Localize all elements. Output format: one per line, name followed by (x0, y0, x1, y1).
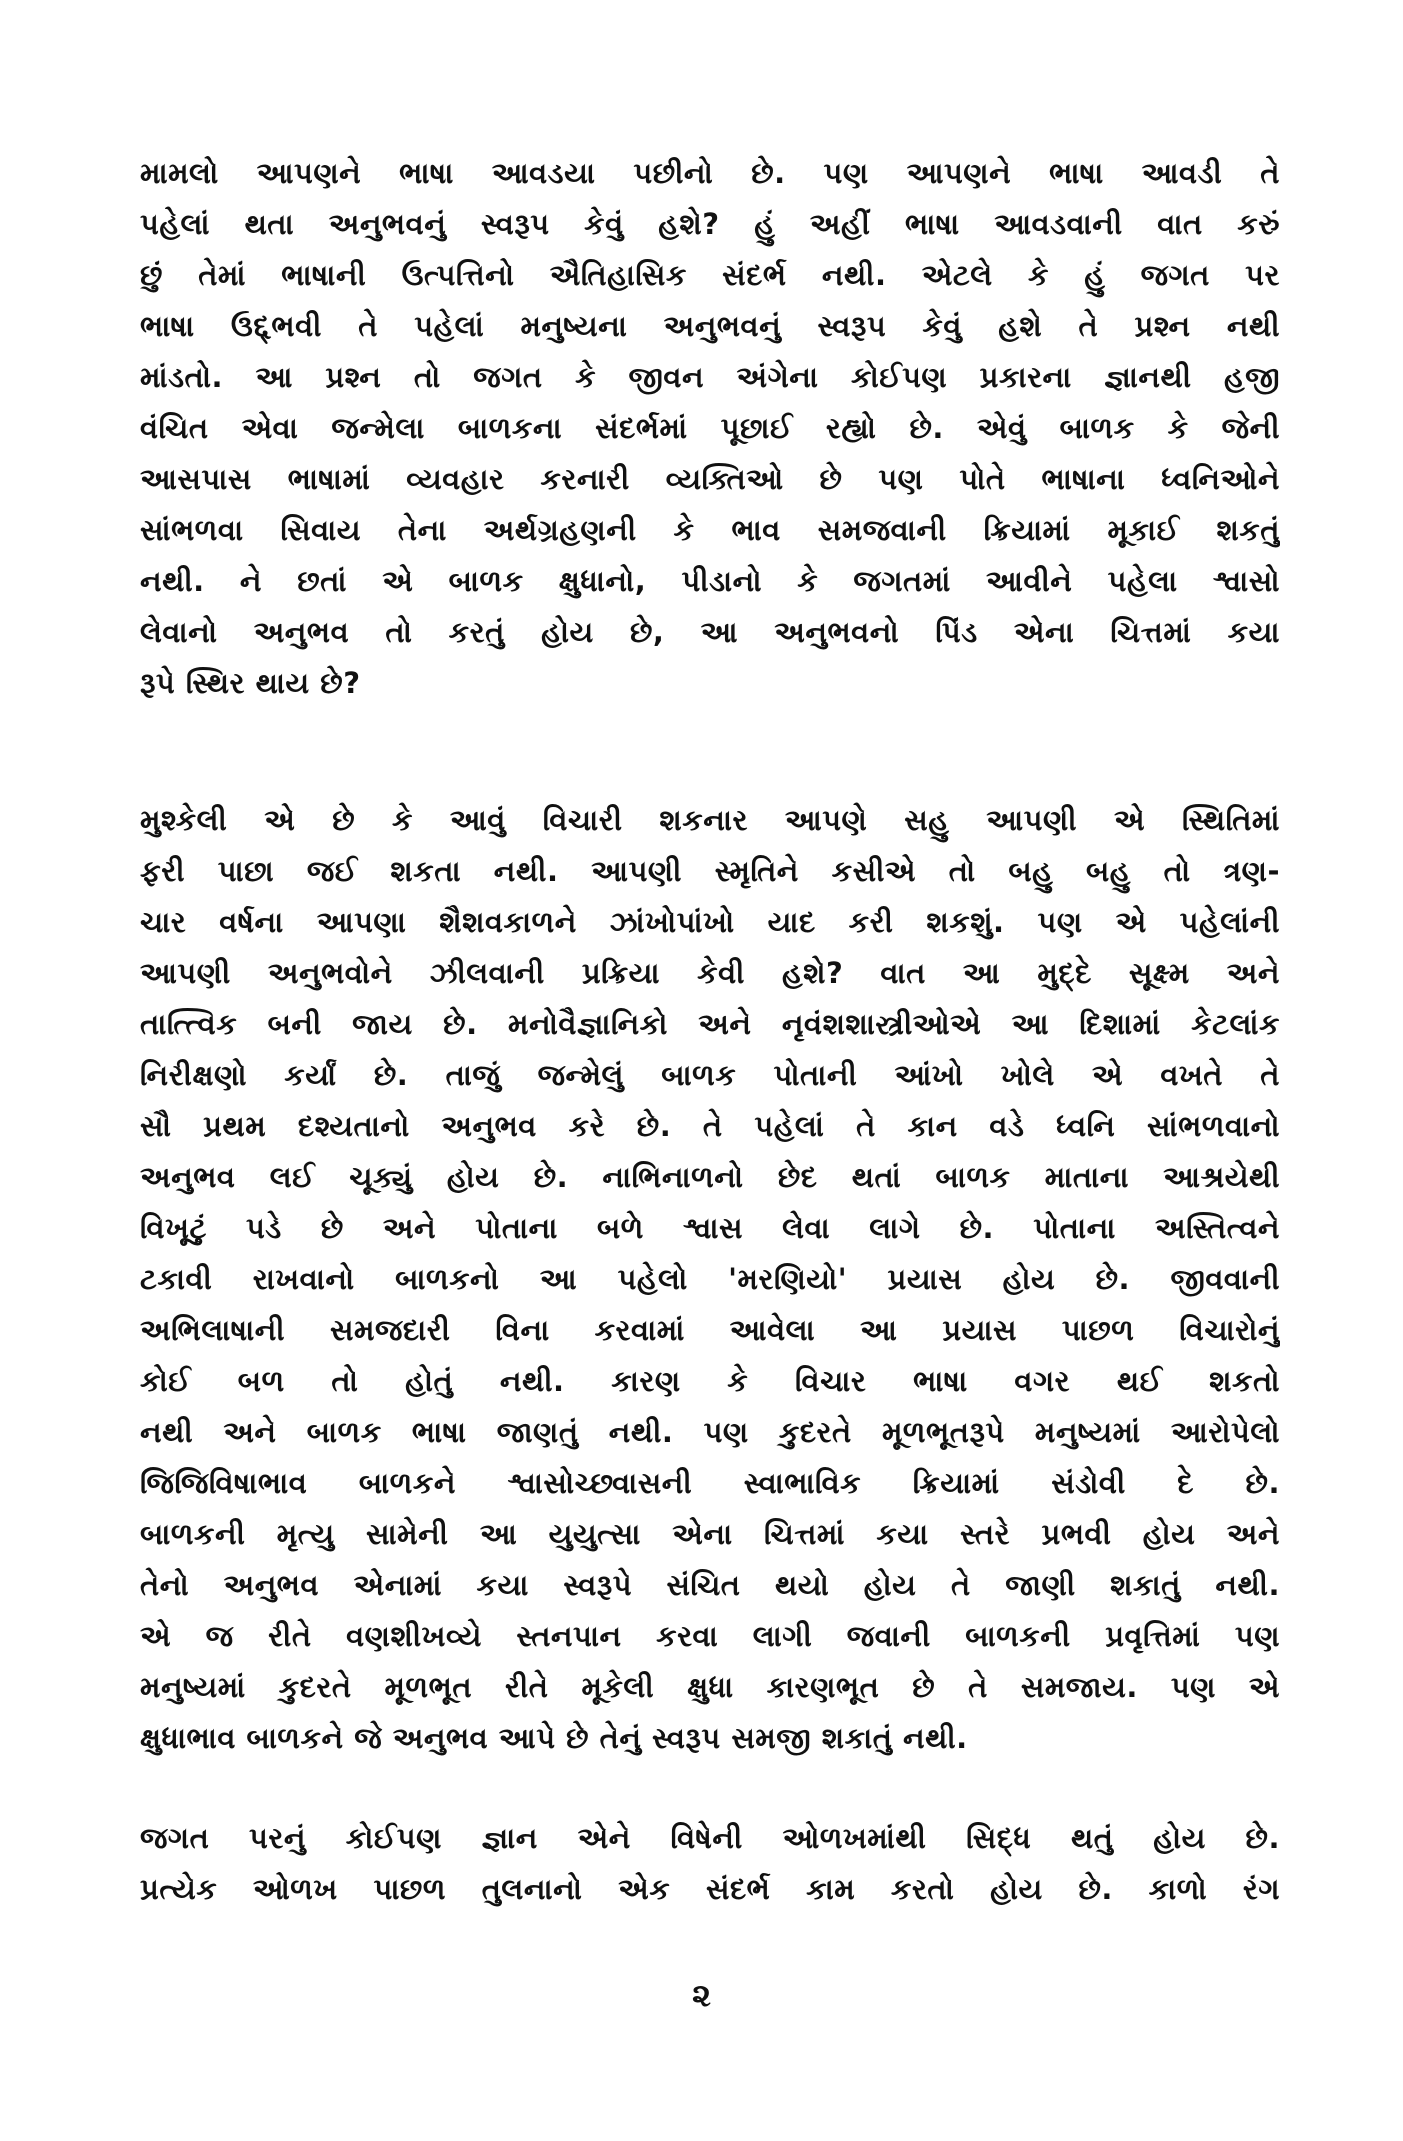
text-line: આપણી અનુભવોને ઝીલવાની પ્રક્રિયા કેવી હશે? વાત આ મુદ્દે સૂક્ષ્મ અને (140, 956, 1280, 990)
text-line: તેનો અનુભવ એનામાં કયા સ્વરૂપે સંચિત થયો હોય તે જાણી શકાતું નથી. (140, 1568, 1280, 1602)
text-line: મુશ્કેલી એ છે કે આવું વિચારી શકનાર આપણે સહુ આપણી એ સ્થિતિમાં (140, 803, 1280, 837)
text-line: ક્ષુધાભાવ બાળકને જે અનુભવ આપે છે તેનું સ્વરૂપ સમજી શકાતું નથી. (140, 1721, 968, 1755)
text-line: અનુભવ લઈ ચૂક્યું હોય છે. નાભિનાળનો છેદ થતાં બાળક માતાના આશ્રયેથી (140, 1160, 1280, 1194)
text-line: પ્રત્યેક ઓળખ પાછળ તુલનાનો એક સંદર્ભ કામ કરતો હોય છે. કાળો રંગ (140, 1872, 1280, 1906)
text-line: અભિલાષાની સમજદારી વિના કરવામાં આવેલા આ પ્રયાસ પાછળ વિચારોનું (140, 1313, 1280, 1347)
text-line: મામલો આપણને ભાષા આવડયા પછીનો છે. પણ આપણને ભાષા આવડી તે (140, 156, 1280, 190)
text-line: નથી. ને છતાં એ બાળક ક્ષુધાનો, પીડાનો કે જગતમાં આવીને પહેલા શ્વાસો (140, 564, 1280, 598)
text-line: છું તેમાં ભાષાની ઉત્પત્તિનો ઐતિહાસિક સંદર્ભ નથી. એટલે કે હું જગત પર (140, 258, 1280, 292)
text-line: વિખૂટું પડે છે અને પોતાના બળે શ્વાસ લેવા લાગે છે. પોતાના અસ્તિત્વને (140, 1211, 1280, 1245)
page-number: ૨ (692, 1976, 711, 2014)
text-line: પહેલાં થતા અનુભવનું સ્વરૂપ કેવું હશે? હું અહીં ભાષા આવડવાની વાત કરું (140, 207, 1280, 241)
text-line: રૂપે સ્થિર થાય છે? (140, 666, 361, 700)
paragraph-1 (140, 148, 1280, 709)
text-line: જગત પરનું કોઈપણ જ્ઞાન એને વિષેની ઓળખમાંથી સિદ્ધ થતું હોય છે. (140, 1821, 1280, 1855)
text-line: ચાર વર્ષના આપણા શૈશવકાળને ઝાંખોપાંખો યાદ કરી શકશું. પણ એ પહેલાંની (140, 905, 1280, 939)
text-line: મનુષ્યમાં કુદરતે મૂળભૂત રીતે મૂકેલી ક્ષુધા કારણભૂત છે તે સમજાય. પણ એ (140, 1670, 1280, 1704)
text-line: કોઈ બળ તો હોતું નથી. કારણ કે વિચાર ભાષા વગર થઈ શકતો (140, 1364, 1280, 1398)
text-line: ફરી પાછા જઈ શકતા નથી. આપણી સ્મૃતિને કસીએ તો બહુ બહુ તો ત્રણ- (140, 854, 1280, 888)
text-line: બાળકની મૃત્યુ સામેની આ યુયુત્સા એના ચિત્તમાં કયા સ્તરે પ્રભવી હોય અને (140, 1517, 1280, 1551)
text-line: આસપાસ ભાષામાં વ્યવહાર કરનારી વ્યક્તિઓ છે પણ પોતે ભાષાના ધ્વનિઓને (140, 462, 1280, 496)
text-line: જિજિવિષાભાવ બાળકને શ્વાસોચ્છ્વાસની સ્વાભાવિક ક્રિયામાં સંડોવી દે છે. (140, 1466, 1280, 1500)
text-line: સાંભળવા સિવાય તેના અર્થગ્રહણની કે ભાવ સમજવાની ક્રિયામાં મૂકાઈ શકતું (140, 513, 1280, 547)
text-line: એ જ રીતે વણશીખવ્યે સ્તનપાન કરવા લાગી જવાની બાળકની પ્રવૃત્તિમાં પણ (140, 1619, 1280, 1653)
text-line: સૌ પ્રથમ દશ્યતાનો અનુભવ કરે છે. તે પહેલાં તે કાન વડે ધ્વનિ સાંભળવાનો (140, 1109, 1280, 1143)
text-line: તાત્ત્વિક બની જાય છે. મનોવૈજ્ઞાનિકો અને નૃવંશશાસ્ત્રીઓએ આ દિશામાં કેટલાંક (140, 1007, 1280, 1041)
text-line: ભાષા ઉદ્દ્ભવી તે પહેલાં મનુષ્યના અનુભવનું સ્વરૂપ કેવું હશે તે પ્રશ્ન નથી (140, 309, 1280, 343)
paragraph-2 (140, 795, 1280, 1764)
paragraph-3 (140, 1813, 1280, 1915)
text-line: વંચિત એવા જન્મેલા બાળકના સંદર્ભમાં પૂછાઈ રહ્યો છે. એવું બાળક કે જેની (140, 411, 1280, 445)
text-line: નથી અને બાળક ભાષા જાણતું નથી. પણ કુદરતે મૂળભૂતરૂપે મનુષ્યમાં આરોપેલો (140, 1415, 1280, 1449)
text-line: માંડતો. આ પ્રશ્ન તો જગત કે જીવન અંગેના કોઈપણ પ્રકારના જ્ઞાનથી હજી (140, 360, 1280, 394)
text-line: નિરીક્ષણો કર્યાં છે. તાજું જન્મેલું બાળક પોતાની આંખો ખોલે એ વખતે તે (140, 1058, 1280, 1092)
text-line: ટકાવી રાખવાનો બાળકનો આ પહેલો 'મરણિયો' પ્રયાસ હોય છે. જીવવાની (140, 1262, 1280, 1296)
text-line: લેવાનો અનુભવ તો કરતું હોય છે, આ અનુભવનો પિંડ એના ચિત્તમાં કયા (140, 615, 1280, 649)
